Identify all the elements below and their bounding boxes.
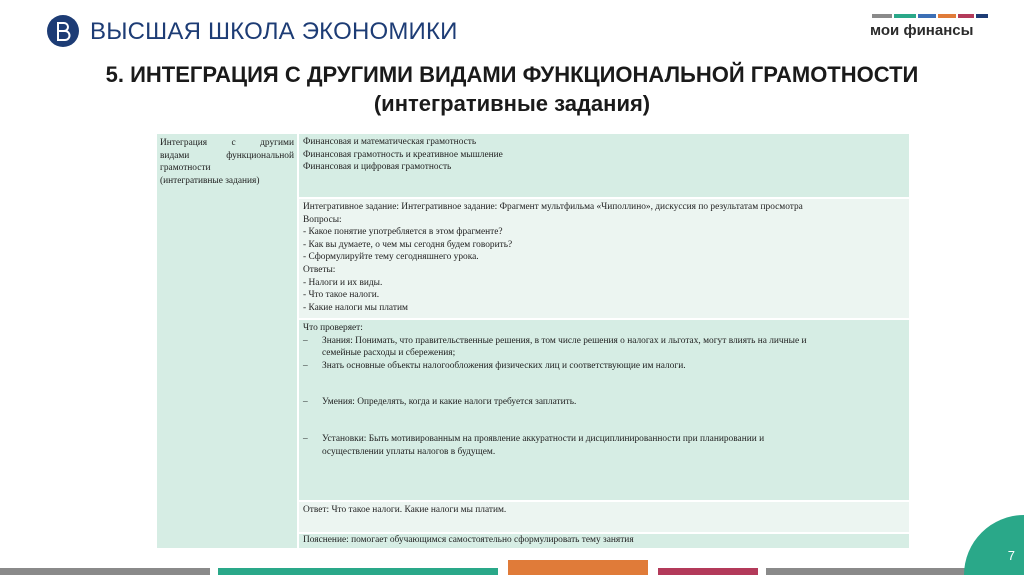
dash-marker: – bbox=[303, 360, 308, 371]
knowledge-line: Знания: Понимать, что правительственные решения, в том числе решения о налогах и льготах, могут влиять на личные и bbox=[322, 335, 807, 346]
dash-marker: – bbox=[303, 335, 308, 346]
page-title bbox=[0, 60, 1024, 118]
knowledge-item bbox=[303, 360, 905, 373]
question-item: - Какое понятие употребляется в этом фрагменте? bbox=[303, 227, 503, 238]
checks-label: Что проверяет: bbox=[303, 323, 363, 333]
attitudes-item bbox=[303, 433, 905, 458]
literacy-type: Финансовая и математическая грамотность bbox=[303, 137, 477, 147]
footer-bar-segment bbox=[508, 560, 648, 575]
title-line-2: (интегративные задания) bbox=[373, 91, 651, 116]
brand-bar-segment bbox=[918, 14, 936, 18]
task-text: Интегративное задание: Интегративное задание: Фрагмент мультфильма «Чиполлино», дискуссия по результатам просмотра bbox=[303, 202, 803, 212]
page-corner bbox=[964, 515, 1024, 575]
title-line-1: 5. ИНТЕГРАЦИЯ С ДРУГИМИ ВИДАМИ ФУНКЦИОНАЛЬНОЙ ГРАМОТНОСТИ bbox=[105, 62, 919, 87]
spacer bbox=[303, 372, 905, 396]
answer-item: - Что такое налоги. bbox=[303, 290, 380, 301]
table-left-cell bbox=[157, 134, 297, 548]
answer-text: Ответ: Что такое налоги. Какие налоги мы платим. bbox=[303, 505, 507, 515]
left-cell-line: видами функциональной bbox=[160, 150, 294, 161]
left-cell-line: грамотности bbox=[160, 163, 211, 174]
footer-bar-segment bbox=[766, 568, 966, 575]
left-cell-line: Интеграция с другими bbox=[160, 138, 294, 148]
page-corner-circle bbox=[964, 515, 1024, 575]
brand-bar-segment bbox=[938, 14, 956, 18]
dash-marker: – bbox=[303, 433, 308, 444]
answer-item: - Налоги и их виды. bbox=[303, 277, 383, 288]
brand-bar-segment bbox=[958, 14, 974, 18]
answer-item: - Какие налоги мы платим bbox=[303, 302, 408, 313]
table-row-task bbox=[299, 199, 909, 318]
literacy-type: Финансовая и цифровая грамотность bbox=[303, 162, 452, 173]
attitudes-line: осуществлении уплаты налогов в будущем. bbox=[322, 446, 496, 457]
table-row-explanation bbox=[299, 534, 909, 548]
knowledge-line: Знать основные объекты налогообложения физических лиц и соответствующие им налоги. bbox=[322, 360, 686, 371]
footer-bar-segment bbox=[658, 568, 758, 575]
brand-name: мои финансы bbox=[870, 22, 974, 39]
brand-bar-segment bbox=[976, 14, 988, 18]
left-cell-line: (интегративные задания) bbox=[160, 175, 260, 186]
brand-bar-segment bbox=[872, 14, 892, 18]
questions-label: Вопросы: bbox=[303, 214, 342, 225]
content-table bbox=[157, 134, 909, 548]
question-item: - Сформулируйте тему сегодняшнего урока. bbox=[303, 252, 479, 263]
table-row-checks bbox=[299, 320, 909, 500]
footer-bar-segment bbox=[218, 568, 498, 575]
skills-item bbox=[303, 396, 905, 409]
knowledge-item bbox=[303, 335, 905, 360]
literacy-type: Финансовая грамотность и креативное мышление bbox=[303, 149, 503, 160]
attitudes-line: Установки: Быть мотивированным на проявление аккуратности и дисциплинированности при планировании и bbox=[322, 433, 765, 444]
table-row-literacy-types bbox=[299, 134, 909, 197]
hse-logo-icon bbox=[47, 15, 79, 47]
table-row-answer bbox=[299, 502, 909, 532]
question-item: - Как вы думаете, о чем мы сегодня будем говорить? bbox=[303, 239, 513, 250]
dash-marker: – bbox=[303, 397, 308, 408]
page-number: 7 bbox=[1007, 548, 1015, 563]
org-name: ВЫСШАЯ ШКОЛА ЭКОНОМИКИ bbox=[90, 18, 458, 45]
brand-color-bar bbox=[872, 14, 988, 18]
spacer bbox=[303, 409, 905, 433]
knowledge-line: семейные расходы и сбережения; bbox=[322, 348, 456, 359]
brand-bar-segment bbox=[894, 14, 916, 18]
answers-label: Ответы: bbox=[303, 264, 336, 275]
footer-bar-segment bbox=[0, 568, 210, 575]
explanation-text: Пояснение: помогает обучающимся самостоятельно сформулировать тему занятия bbox=[303, 535, 634, 545]
hse-logo bbox=[47, 15, 79, 47]
skills-line: Умения: Определять, когда и какие налоги требуется заплатить. bbox=[322, 397, 577, 408]
